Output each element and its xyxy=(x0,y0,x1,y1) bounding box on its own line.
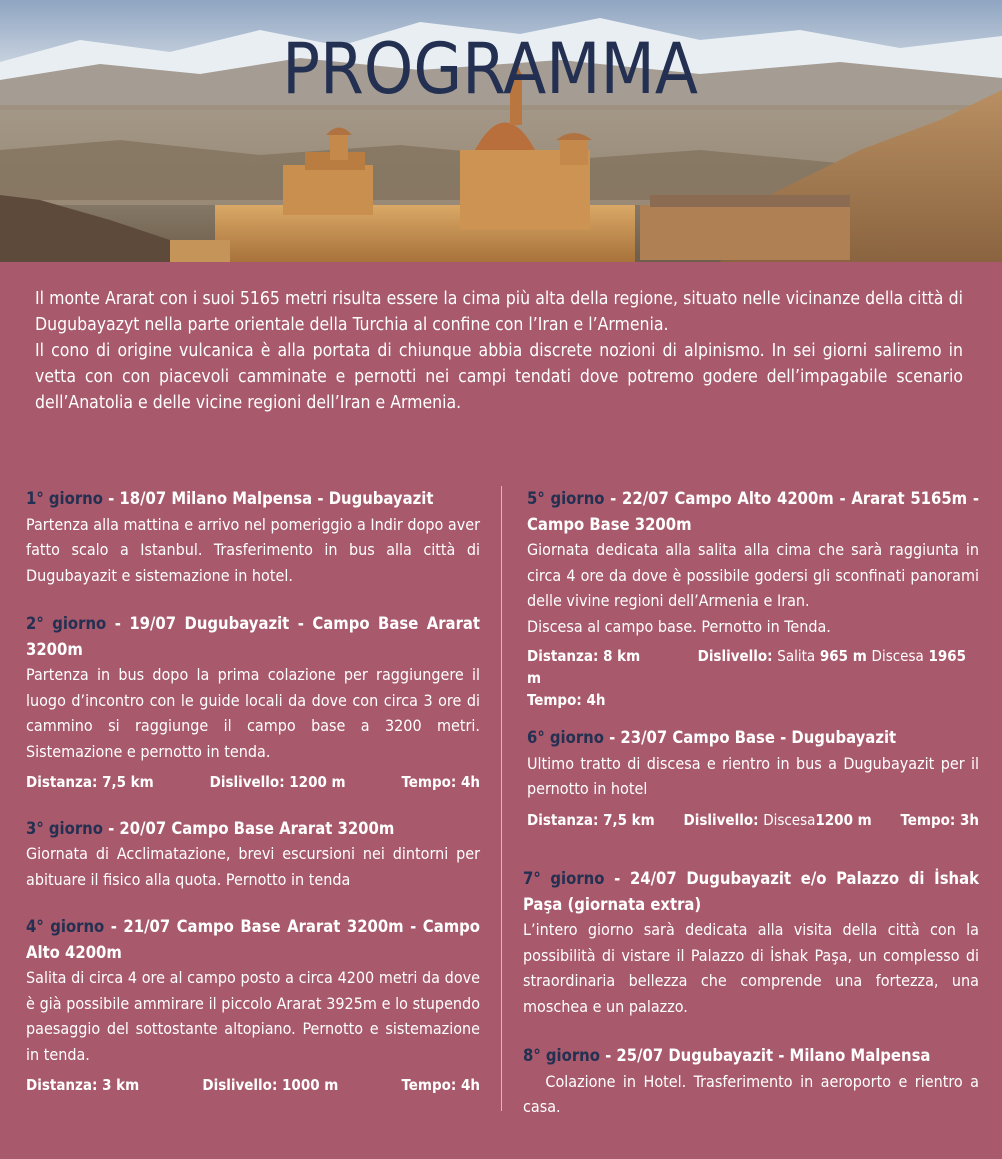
day-4 xyxy=(26,914,480,1099)
distance: Distanza: 8 km xyxy=(527,647,641,665)
day-stats xyxy=(26,770,480,796)
day-description: Giornata di Acclimatazione, brevi escursioni nei dintorni per abituare il fisico alla quota. Pernotto in tenda xyxy=(26,844,480,889)
intro-paragraph: Il monte Ararat con i suoi 5165 metri risulta essere la cima più alta della regione, situato nelle vicinanze della città di Dugubayazyt nella parte orientale della Turchia al confine con l’Iran e l’Armenia. xyxy=(35,289,963,335)
day-stats xyxy=(26,1073,480,1099)
duration: Tempo: 4h xyxy=(527,691,606,709)
day-heading: 5° giorno - 22/07 Campo Alto 4200m - Ararat 5165m - Campo Base 3200m xyxy=(527,489,979,534)
day-description: Ultimo tratto di discesa e rientro in bus a Dugubayazit per il pernotto in hotel xyxy=(527,753,979,798)
elevation-gain: Dislivello: 1000 m xyxy=(202,1076,339,1094)
day-description: Partenza in bus dopo la prima colazione per raggiungere il luogo d’incontro con le guide locali da dove con circa 3 ore di cammino si raggiunge il campo base a 3200 metri. Sistemazione e pernotto in tenda. xyxy=(26,665,480,761)
day-6 xyxy=(527,725,979,833)
column-divider xyxy=(501,486,502,1111)
day-heading: 1° giorno - 18/07 Milano Malpensa - Dugubayazit xyxy=(26,489,434,508)
descent-label: Discesa xyxy=(763,810,816,829)
day-5 xyxy=(527,486,979,711)
day-description-extra: Discesa al campo base. Pernotto in Tenda. xyxy=(527,616,831,636)
elevation-label: Dislivello: xyxy=(697,647,773,665)
day-heading: 4° giorno - 21/07 Campo Base Ararat 3200m - Campo Alto 4200m xyxy=(26,917,481,962)
day-heading: 6° giorno - 23/07 Campo Base - Dugubayazit xyxy=(527,728,897,747)
day-heading: 2° giorno - 19/07 Dugubayazit - Campo Base Ararat 3200m xyxy=(26,614,481,659)
distance: Distanza: 3 km xyxy=(26,1076,140,1094)
descent-label: Discesa xyxy=(871,647,924,665)
right-column xyxy=(523,486,984,1120)
hero-image xyxy=(0,0,1002,262)
descent-value: 1200 m xyxy=(815,810,872,829)
day-description: Colazione in Hotel. Trasferimento in aeroporto e rientro a casa. xyxy=(523,1071,984,1116)
left-column xyxy=(26,486,480,1099)
distance: Distanza: 7,5 km xyxy=(527,810,655,829)
elevation-gain: Dislivello: 1200 m xyxy=(209,773,346,791)
elevation-label: Dislivello: xyxy=(683,810,759,829)
day-description: Salita di circa 4 ore al campo posto a circa 4200 metri da dove è già possibile ammirare il piccolo Ararat 3925m e lo stupendo paesaggio del sottostante altopiano. Pernotto e sistemazione in tenda. xyxy=(26,968,480,1064)
duration: Tempo: 4h xyxy=(401,773,480,791)
day-2 xyxy=(26,611,480,796)
day-heading: 7° giorno - 24/07 Dugubayazit e/o Palazzo di İshak Paşa (giornata extra) xyxy=(523,869,979,914)
day-7 xyxy=(523,866,979,1019)
day-8 xyxy=(523,1043,984,1120)
day-description: Partenza alla mattina e arrivo nel pomeriggio a Indir dopo aver fatto scalo a Istanbul. Trasferimento in bus alla città di Dugubayazit e sistemazione in hotel. xyxy=(26,514,480,585)
day-description: Giornata dedicata alla salita alla cima che sarà raggiunta in circa 4 ore da dove è possibile godersi gli sconfinati panorami delle vivine regioni dell’Armenia e Iran. xyxy=(527,540,979,610)
distance: Distanza: 7,5 km xyxy=(26,773,154,791)
descent-value: 1965 m xyxy=(527,647,967,687)
ascent-value: 965 m xyxy=(819,647,867,665)
day-heading: 3° giorno - 20/07 Campo Base Ararat 3200m xyxy=(26,818,395,838)
duration: Tempo: 3h xyxy=(900,810,979,829)
intro-text xyxy=(35,286,963,416)
day-description: L’intero giorno sarà dedicata alla visita della città con la possibilità di vistare il Palazzo di İshak Paşa, un complesso di straordinaria bellezza che comprende una fortezza, una moschea e un palazzo. xyxy=(523,920,979,1016)
day-stats xyxy=(527,808,979,834)
day-heading: 8° giorno - 25/07 Dugubayazit - Milano Malpensa xyxy=(523,1046,931,1065)
day-stats xyxy=(527,645,979,711)
day-3 xyxy=(26,816,480,893)
ascent-label: Salita xyxy=(777,647,816,665)
intro-paragraph: Il cono di origine vulcanica è alla portata di chiunque abbia discrete nozioni di alpinismo. In sei giorni saliremo in vetta con con piacevoli camminate e pernotti nei campi tendati dove potremo godere dell’impagabile scenario dell’Anatolia e delle vicine regioni dell’Iran e Armenia. xyxy=(35,341,963,413)
page-title: PROGRAMMA xyxy=(282,28,698,110)
day-1 xyxy=(26,486,480,588)
duration: Tempo: 4h xyxy=(401,1076,480,1094)
